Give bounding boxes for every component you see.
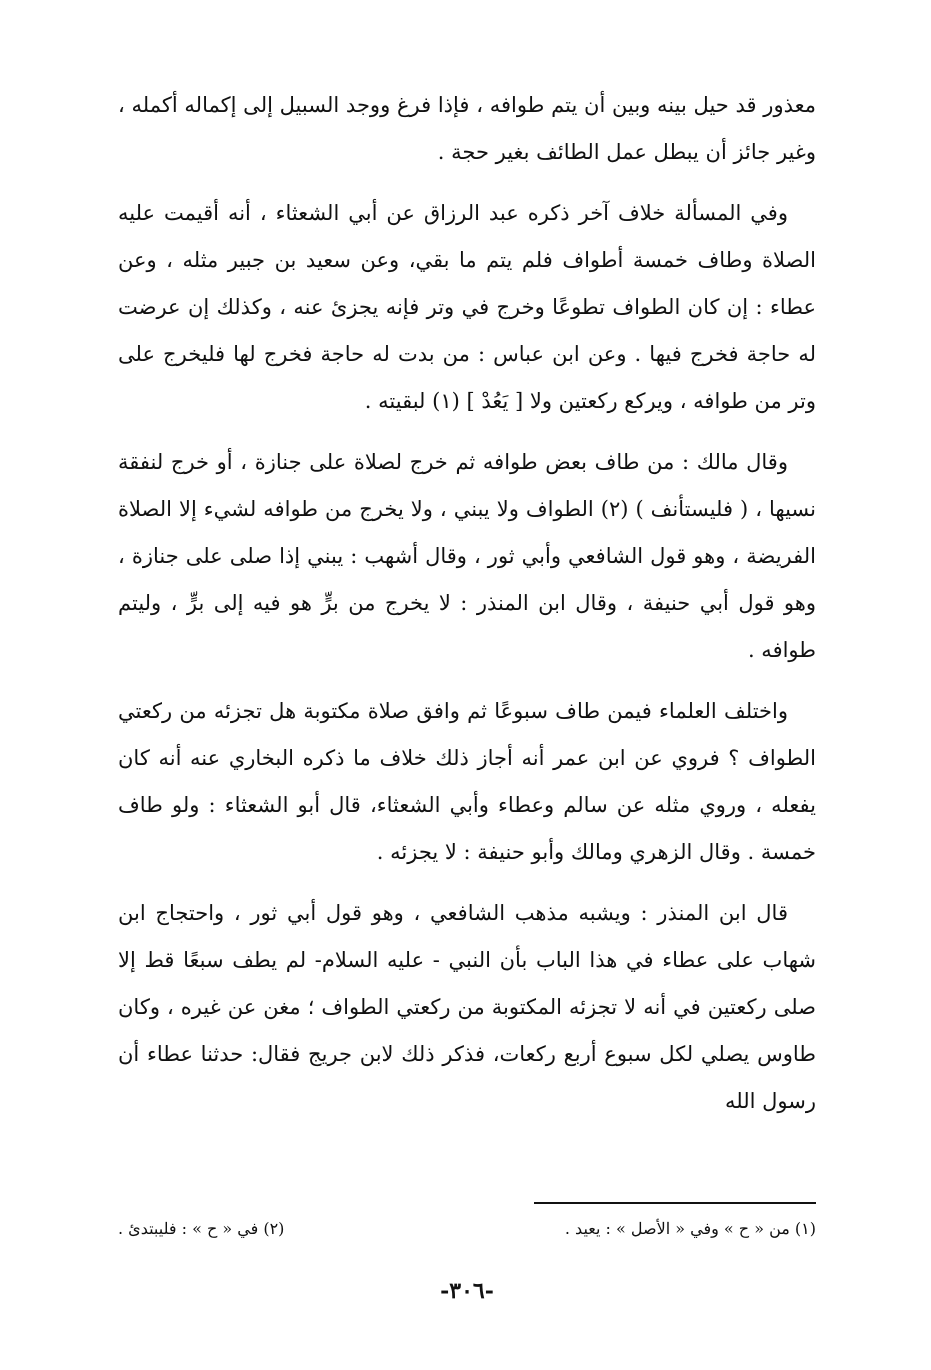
- footnote-divider: [534, 1202, 816, 1204]
- paragraph-2: وفي المسألة خلاف آخر ذكره عبد الرزاق عن أبي الشعثاء ، أنه أقيمت عليه الصلاة وطاف خمسة أطواف فلم يتم ما بقي، وعن سعيد بن جبير مثله ، وعن عطاء : إن كان الطواف تطوعًا وخرج في وتر فإنه يجزئ عنه ، وكذلك إن عرضت له حاجة فخرج فيها . وعن ابن عباس : من بدت له حاجة فخرج لها فليخرج على وتر من طوافه ، ويركع ركعتين ولا [ يَعُدْ ] (١) لبقيته .: [118, 201, 816, 413]
- book-page: [118, 82, 816, 1352]
- paragraph-5: قال ابن المنذر : ويشبه مذهب الشافعي ، وهو قول أبي ثور ، واحتجاج ابن شهاب على عطاء في هذا الباب بأن النبي - عليه السلام- لم يطف سبعًا قط إلا صلى ركعتين في أنه لا تجزئه المكتوبة من ركعتي الطواف ؛ مغن عن غيره ، وكان طاوس يصلي لكل سبوع أربع ركعات، فذكر ذلك لابن جريج فقال: حدثنا عطاء أن رسول الله: [118, 901, 816, 1113]
- paragraph-4: واختلف العلماء فيمن طاف سبوعًا ثم وافق صلاة مكتوبة هل تجزئه من ركعتي الطواف ؟ فروي عن ابن عمر أنه أجاز ذلك خلاف ما ذكره البخاري عنه أنه كان يفعله ، وروي مثله عن سالم وعطاء وأبي الشعثاء، قال أبو الشعثاء : ولو طاف خمسة . وقال الزهري ومالك وأبو حنيفة : لا يجزئه .: [118, 699, 816, 864]
- paragraph-1: معذور قد حيل بينه وبين أن يتم طوافه ، فإذا فرغ ووجد السبيل إلى إكماله أكمله ، وغير جائز أن يبطل عمل الطائف بغير حجة .: [118, 93, 816, 164]
- main-text: [118, 82, 816, 1125]
- page-number: -٣٠٦-: [440, 1278, 494, 1304]
- footnote-1: (١) من « ح » وفي « الأصل » : يعيد .: [564, 1219, 816, 1238]
- paragraph-3: وقال مالك : من طاف بعض طوافه ثم خرج لصلاة على جنازة ، أو خرج لنفقة نسيها ، ( فليستأنف ) (٢) الطواف ولا يبني ، ولا يخرج من طوافه لشيء إلا الصلاة الفريضة ، وهو قول الشافعي وأبي ثور ، وقال أشهب : يبني إذا صلى على جنازة ، وهو قول أبي حنيفة ، وقال ابن المنذر : لا يخرج من برٍّ هو فيه إلى برٍّ ، وليتم طوافه .: [118, 450, 817, 662]
- footnote-2: (٢) في « ح » : فليبتدئ .: [118, 1219, 285, 1238]
- footnotes: [118, 1216, 816, 1242]
